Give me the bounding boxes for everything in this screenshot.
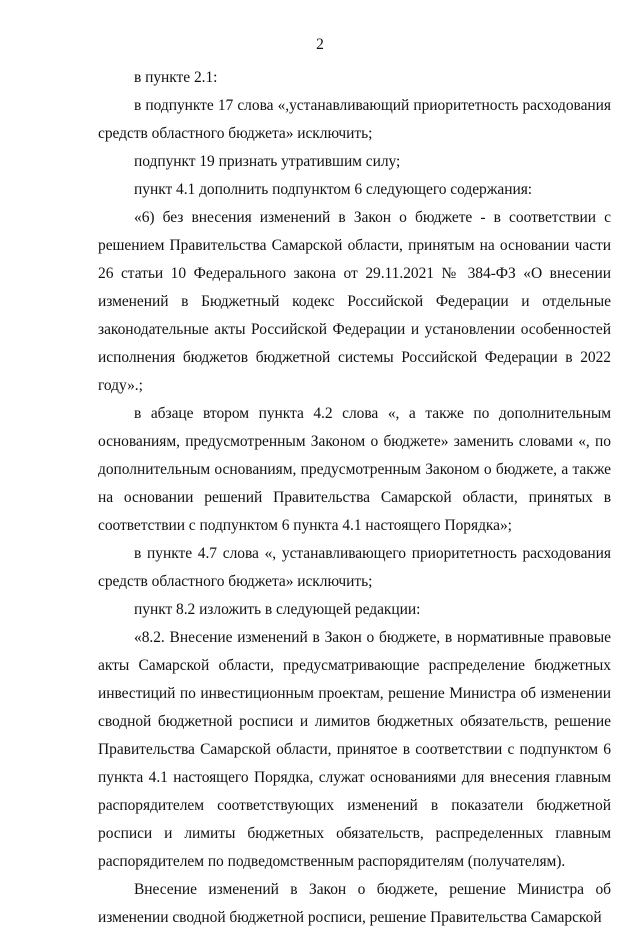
paragraph-10: Внесение изменений в Закон о бюджете, решение Министра об изменении сводной бюджетной росписи, решение Правительства Самарской xyxy=(98,881,611,926)
paragraph-1: в пункте 2.1: xyxy=(134,69,218,86)
paragraph-5: «6) без внесения изменений в Закон о бюджете - в соответствии с решением Правительства Самарской области, принятым на основании части 26 статьи 10 Федерального закона от 29.11.2021 № 384-ФЗ «О внесении изменений в Бюджетный кодекс Российской Федерации и отдельные законодательные акты Российской Федерации и установлении особенностей исполнения бюджетов бюджетной системы Российской Федерации в 2022 году».; xyxy=(98,209,611,394)
paragraph-3: подпункт 19 признать утратившим силу; xyxy=(134,153,401,170)
paragraph-4: пункт 4.1 дополнить подпунктом 6 следующего содержания: xyxy=(134,181,533,198)
paragraph-2: в подпункте 17 слова «,устанавливающий приоритетность расходования средств областного бюджета» исключить; xyxy=(98,97,611,142)
paragraph-9: «8.2. Внесение изменений в Закон о бюджете, в нормативные правовые акты Самарской области, предусматривающие распределение бюджетных инвестиций по инвестиционным проектам, решение Министра об изменении сводной бюджетной росписи и лимитов бюджетных обязательств, решение Правительства Самарской области, принятое в соответствии с подпунктом 6 пункта 4.1 настоящего Порядка, служат основаниями для внесения главным распорядителем соответствующих изменений в показатели бюджетной росписи и лимиты бюджетных обязательств, распределенных главным распорядителем по подведомственным распорядителям (получателям). xyxy=(98,629,611,870)
page-number: 2 xyxy=(316,36,324,53)
paragraph-7: в пункте 4.7 слова «, устанавливающего приоритетность расходования средств областного бюджета» исключить; xyxy=(98,545,611,590)
paragraph-8: пункт 8.2 изложить в следующей редакции: xyxy=(134,601,421,618)
paragraph-6: в абзаце втором пункта 4.2 слова «, а также по дополнительным основаниям, предусмотренным Законом о бюджете» заменить словами «, по дополнительным основаниям, предусмотренным Законом о бюджете, а также на основании решений Правительства Самарской области, принятых в соответствии с подпунктом 6 пункта 4.1 настоящего Порядка»; xyxy=(98,405,611,534)
document-body xyxy=(98,64,611,932)
